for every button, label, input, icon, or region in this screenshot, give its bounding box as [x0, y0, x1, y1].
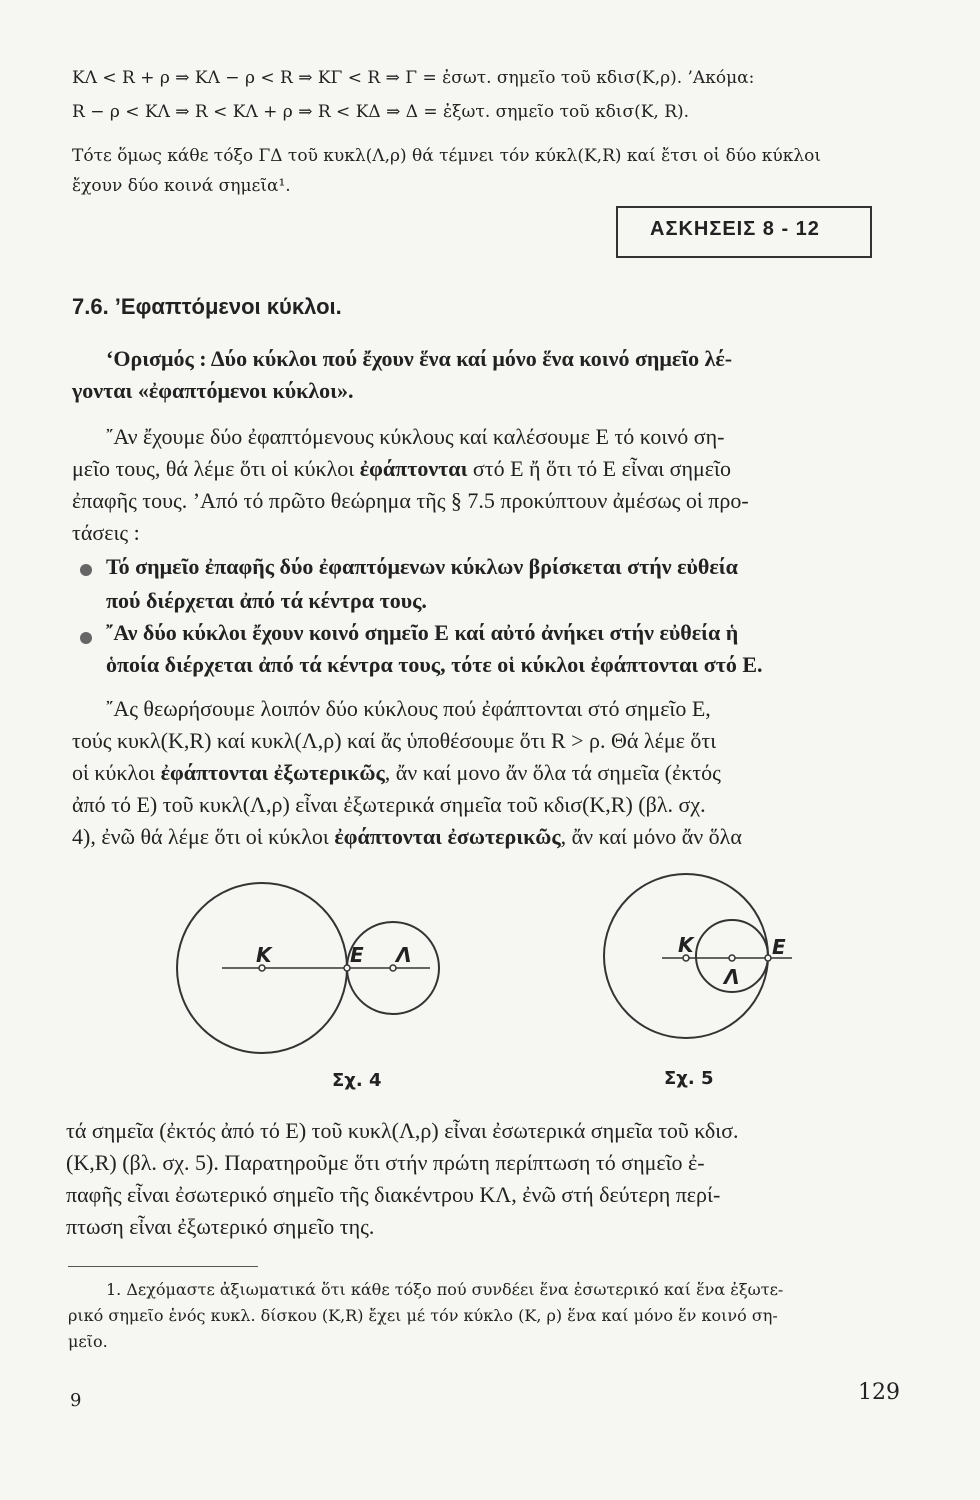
fig4-caption: Σχ. 4 [332, 1070, 382, 1091]
fig5-label-e: Ε [772, 935, 786, 959]
definition-text-1: Δύο κύκλοι πού ἔχουν ἕνα καί μόνο ἕνα κοινό σημεῖο λέ- [210, 346, 733, 371]
para1-text: μεῖο τους, θά λέμε ὅτι οἱ κύκλοι [72, 456, 360, 481]
para1-line-4: τάσεις : [72, 520, 140, 545]
para1-line-2 [72, 456, 731, 482]
para2-line-3 [72, 760, 721, 786]
page-number: 129 [858, 1380, 900, 1405]
text-line-1: ΚΛ < R + ρ ⇒ ΚΛ − ρ < R ⇒ ΚΓ < R ⇒ Γ = ἐσωτ. σημεῖο τοῦ κδισ(Κ,ρ). ’Ακόμα: [72, 68, 755, 88]
para3-line-2: (Κ,R) (βλ. σχ. 5). Παρατηροῦμε ὅτι στήν πρώτη περίπτωση τό σημεῖο ἐ- [66, 1150, 705, 1175]
text-line-4: ἔχουν δύο κοινά σημεῖα¹. [72, 176, 291, 196]
bullet-dot-1 [80, 564, 92, 576]
exercises-label: ΑΣΚΗΣΕΙΣ 8 - 12 [650, 218, 820, 240]
exercises-box [616, 206, 872, 258]
para2-text: , ἄν καί μόνο ἄν ὅλα [560, 824, 742, 849]
footnote-line-3: μεῖο. [68, 1332, 108, 1351]
para3-line-3: παφῆς εἶναι ἐσωτερικό σημεῖο τῆς διακέντρου ΚΛ, ἐνῶ στή δεύτερη περί- [66, 1182, 721, 1207]
text-line-3: Τότε ὅμως κάθε τόξο ΓΔ τοῦ κυκλ(Λ,ρ) θά τέμνει τόν κύκλ(Κ,R) καί ἔτσι οἱ δύο κύκλοι [72, 146, 822, 166]
footnote-line-1: 1. Δεχόμαστε ἀξιωματικά ὅτι κάθε τόξο πού συνδέει ἕνα ἐσωτερικό καί ἕνα ἐξωτε- [106, 1280, 784, 1299]
para2-line-2: τούς κυκλ(Κ,R) καί κυκλ(Λ,ρ) καί ἄς ὑποθέσουμε ὅτι R > ρ. Θά λέμε ὅτι [72, 728, 717, 753]
definition-label: ‘Ορισμός : [106, 346, 207, 371]
fig5-label-l: Λ [724, 965, 740, 989]
footnote-line-2: ρικό σημεῖο ἑνός κυκλ. δίσκου (Κ,R) ἔχει μέ τόν κύκλο (Κ, ρ) ἕνα καί μόνο ἕν κοινό ση- [68, 1306, 778, 1325]
para3-line-4: πτωση εἶναι ἐξωτερικό σημεῖο της. [66, 1214, 375, 1239]
bullet2-line-1: ῎Αν δύο κύκλοι ἔχουν κοινό σημεῖο Ε καί αὐτό ἀνήκει στήν εὐθεία ἡ [106, 620, 739, 645]
fig4-label-k: Κ [256, 943, 272, 967]
figure-4 [177, 883, 439, 1053]
para1-text: στό Ε ἤ ὅτι τό Ε εἶναι σημεῖο [467, 456, 731, 481]
section-title: 7.6. ’Εφαπτόμενοι κύκλοι. [72, 294, 342, 319]
para2-line-4: ἀπό τό Ε) τοῦ κυκλ(Λ,ρ) εἶναι ἐξωτερικά σημεῖα τοῦ κδισ(Κ,R) (βλ. σχ. [72, 792, 706, 817]
para2-text: , ἄν καί μονο ἄν ὅλα τά σημεῖα (ἐκτός [384, 760, 721, 785]
fig5-caption: Σχ. 5 [664, 1068, 714, 1089]
para2-text: 4), ἐνῶ θά λέμε ὅτι οἱ κύκλοι [72, 824, 335, 849]
figure-5 [604, 874, 792, 1038]
para2-text: οἱ κύκλοι [72, 760, 161, 785]
para1-emphasis: ἐφάπτονται [359, 456, 468, 481]
para1-line-1: ῎Αν ἔχουμε δύο ἐφαπτόμενους κύκλους καί καλέσουμε Ε τό κοινό ση- [106, 424, 725, 449]
fig5-label-k: Κ [678, 933, 694, 957]
para1-line-3: ἐπαφῆς τους. ’Από τό πρῶτο θεώρημα τῆς § 7.5 προκύπτουν ἀμέσως οἱ προ- [72, 488, 749, 513]
bullet-dot-2 [80, 632, 92, 644]
fig4-label-l: Λ [396, 943, 412, 967]
footnote-rule [68, 1266, 258, 1267]
para3-line-1: τά σημεῖα (ἐκτός ἀπό τό Ε) τοῦ κυκλ(Λ,ρ) εἶναι ἐσωτερικά σημεῖα τοῦ κδισ. [66, 1118, 739, 1143]
figures [0, 860, 980, 1100]
fig5-point-l [729, 955, 735, 961]
bullet2-line-2: ὁποία διέρχεται ἀπό τά κέντρα τους, τότε οἱ κύκλοι ἐφάπτονται στό Ε. [106, 652, 763, 677]
para2-line-1: ῎Ας θεωρήσουμε λοιπόν δύο κύκλους πού ἐφάπτονται στό σημεῖο Ε, [106, 696, 711, 721]
fig5-point-e [765, 955, 771, 961]
para2-emphasis: ἐφάπτονται ἐσωτερικῶς [334, 824, 561, 849]
bullet1-line-2: πού διέρχεται ἀπό τά κέντρα τους. [106, 588, 427, 613]
definition-line-1 [106, 346, 732, 372]
text-line-2: R − ρ < ΚΛ ⇒ R < ΚΛ + ρ ⇒ R < ΚΔ ⇒ Δ = ἐξωτ. σημεῖο τοῦ κδισ(Κ, R). [72, 102, 690, 122]
signature-mark: 9 [70, 1390, 82, 1411]
para2-line-5 [72, 824, 742, 850]
fig4-label-e: Ε [350, 943, 364, 967]
bullet1-line-1: Τό σημεῖο ἐπαφῆς δύο ἐφαπτόμενων κύκλων βρίσκεται στήν εὐθεία [106, 554, 738, 579]
definition-line-2: γονται «ἐφαπτόμενοι κύκλοι». [72, 378, 354, 403]
para2-emphasis: ἐφάπτονται ἐξωτερικῶς [160, 760, 385, 785]
